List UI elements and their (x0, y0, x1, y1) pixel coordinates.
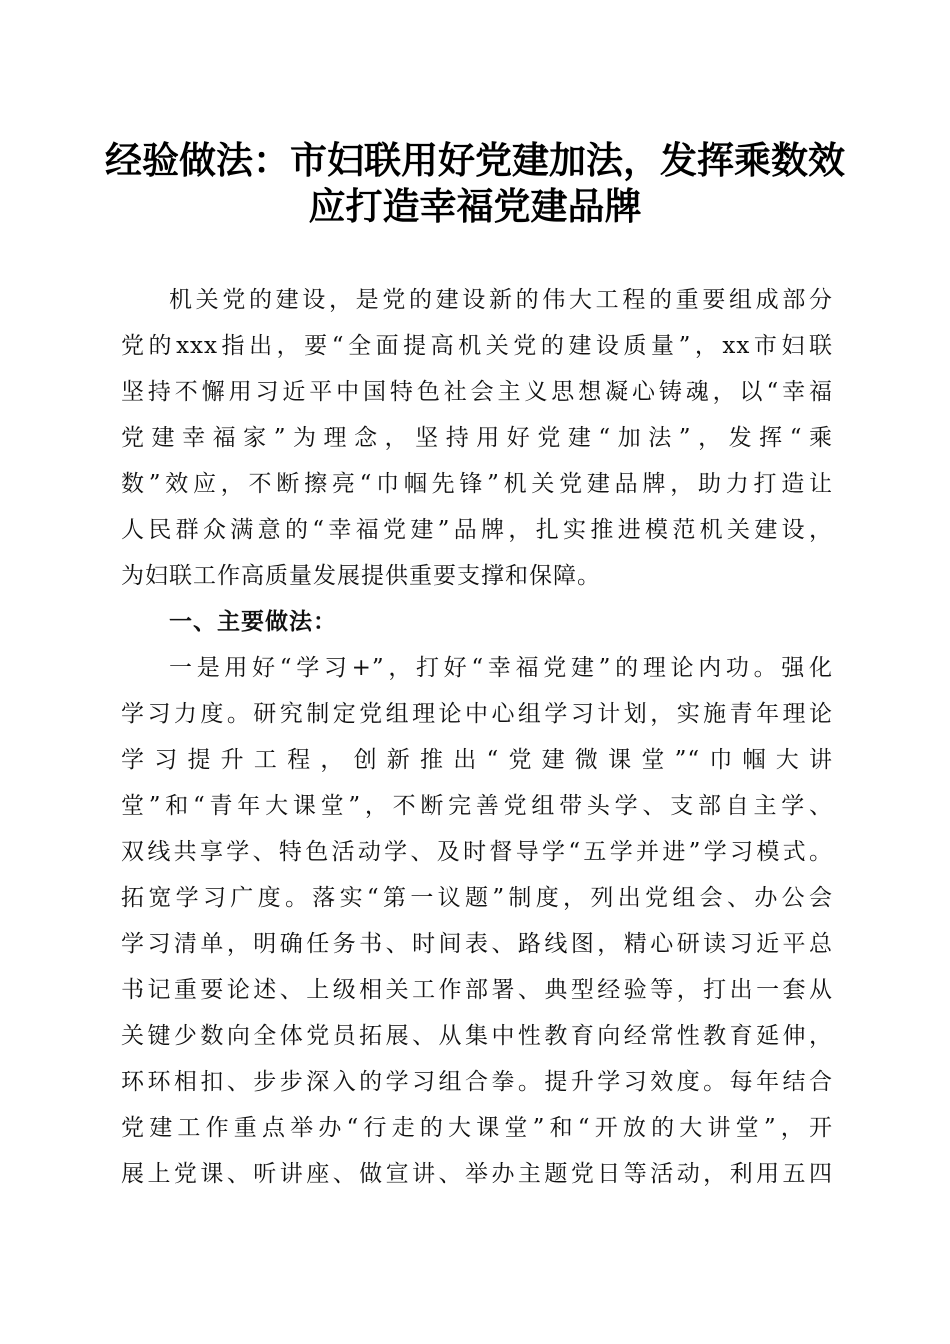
text-line: 拓宽学习广度。落实“第一议题”制度，列出党组会、办公会 (121, 885, 833, 911)
text-line: 一是用好“学习+”，打好“幸福党建”的理论内功。强化 (169, 655, 833, 681)
text-line: 环环相扣、步步深入的学习组合拳。提升学习效度。每年结合 (121, 1069, 833, 1095)
text-line: 书记重要论述、上级相关工作部署、典型经验等，打出一套从 (121, 977, 833, 1003)
text-line: 机关党的建设，是党的建设新的伟大工程的重要组成部分 (169, 287, 833, 313)
text-line: 党的xxx指出，要“全面提高机关党的建设质量”，xx市妇联 (121, 333, 833, 359)
text-line: 党建工作重点举办“行走的大课堂”和“开放的大讲堂”，开 (121, 1115, 833, 1141)
paragraph-intro (121, 280, 833, 602)
document-body (121, 280, 833, 1200)
text-line: 展上党课、听讲座、做宣讲、举办主题党日等活动，利用五四 (121, 1161, 833, 1187)
paragraph-main-practice (121, 648, 833, 1200)
title-line-2: 应打造幸福党建品牌 (308, 185, 642, 228)
text-line: 双线共享学、特色活动学、及时督导学“五学并进”学习模式。 (121, 839, 833, 865)
text-line: 为妇联工作高质量发展提供重要支撑和保障。 (121, 563, 601, 589)
document-title (100, 138, 850, 230)
text-line: 学习提升工程，创新推出“党建微课堂”“巾帼大讲 (121, 747, 833, 773)
text-line: 数”效应，不断擦亮“巾帼先锋”机关党建品牌，助力打造让 (121, 471, 833, 497)
section-heading: 一、主要做法： (169, 609, 337, 635)
text-line: 关键少数向全体党员拓展、从集中性教育向经常性教育延伸， (121, 1023, 833, 1049)
title-line-1: 经验做法：市妇联用好党建加法，发挥乘数效 (105, 139, 845, 182)
text-line: 学习力度。研究制定党组理论中心组学习计划，实施青年理论 (121, 701, 833, 727)
text-line: 堂”和“青年大课堂”，不断完善党组带头学、支部自主学、 (121, 793, 833, 819)
text-line: 坚持不懈用习近平中国特色社会主义思想凝心铸魂，以“幸福 (121, 379, 833, 405)
text-line: 人民群众满意的“幸福党建”品牌，扎实推进模范机关建设， (121, 517, 833, 543)
text-line: 学习清单，明确任务书、时间表、路线图，精心研读习近平总 (121, 931, 833, 957)
text-line: 党建幸福家”为理念，坚持用好党建“加法”，发挥“乘 (121, 425, 833, 451)
